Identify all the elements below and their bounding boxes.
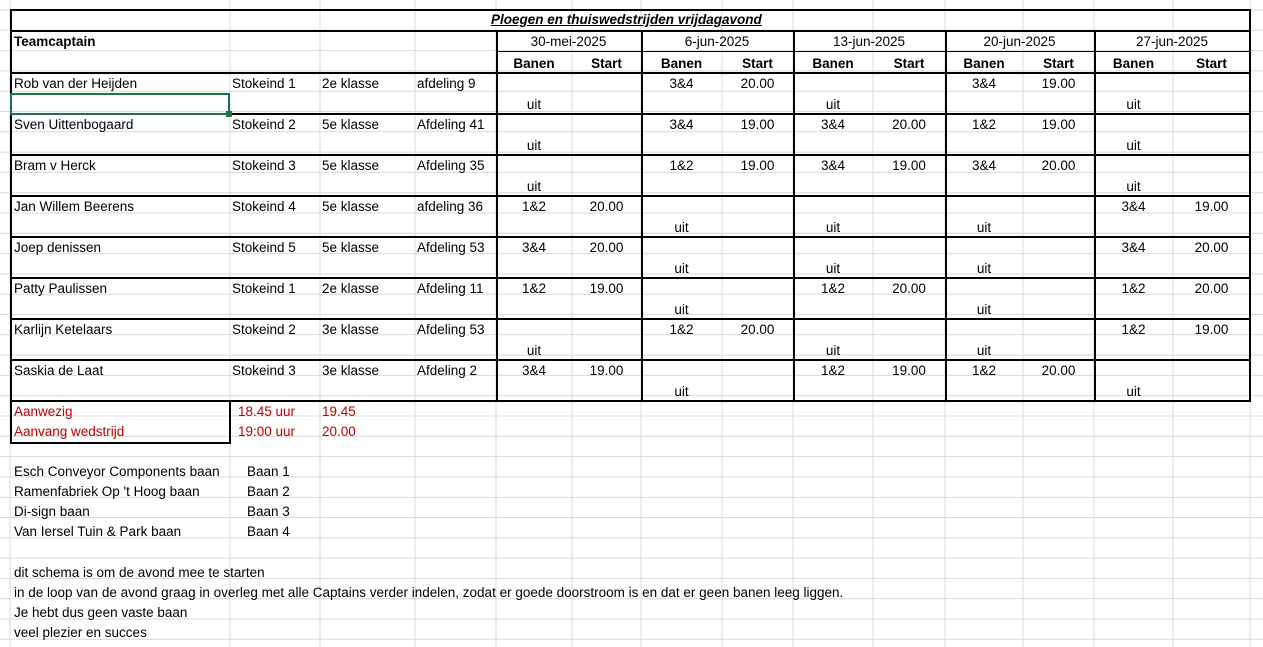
aanvang-label: Aanvang wedstrijd [14, 424, 125, 439]
start-value: 19.00 [1041, 117, 1076, 132]
banen-value: 1&2 [521, 199, 547, 214]
uit-marker: uit [825, 220, 841, 235]
aanwezig-value2: 19.45 [322, 404, 356, 419]
start-value: 19.00 [892, 363, 926, 378]
banen-header: Banen [963, 56, 1005, 71]
team-afdeling: Afdeling 41 [417, 117, 485, 132]
start-value: 20.00 [740, 322, 775, 337]
border-line [10, 9, 12, 401]
start-header: Start [1043, 56, 1074, 71]
team-klasse: 2e klasse [322, 281, 380, 296]
team-afdeling: Afdeling 2 [417, 363, 478, 378]
note-line: in de loop van de avond graag in overleg met alle Captains verder indelen, zodat er goede doorstroom is en dat er geen banen leeg liggen. [14, 585, 844, 600]
banen-header: Banen [812, 56, 854, 71]
baan-number: Baan 4 [247, 524, 290, 539]
start-value: 20.00 [892, 281, 926, 296]
uit-marker: uit [825, 343, 841, 358]
banen-value: 1&2 [669, 322, 694, 337]
team-name: Stokeind 1 [232, 76, 296, 91]
baan-sponsor: Van Iersel Tuin & Park baan [14, 524, 182, 539]
start-header: Start [591, 56, 622, 71]
border-line [10, 442, 231, 444]
team-captain-name: Joep denissen [14, 240, 102, 255]
banen-value: 3&4 [521, 363, 547, 378]
start-value: 19.00 [1194, 199, 1229, 214]
uit-marker: uit [674, 261, 689, 276]
uit-marker: uit [1126, 138, 1141, 153]
border-line [10, 401, 12, 443]
banen-value: 3&4 [820, 158, 846, 173]
date-header: 27-jun-2025 [1135, 34, 1209, 49]
start-header: Start [1196, 56, 1227, 71]
border-line [10, 400, 1251, 402]
uit-marker: uit [526, 138, 542, 153]
banen-value: 1&2 [971, 117, 997, 132]
start-header: Start [742, 56, 773, 71]
banen-value: 3&4 [971, 158, 997, 173]
team-captain-name: Saskia de Laat [14, 363, 104, 378]
start-value: 20.00 [1194, 240, 1229, 255]
start-value: 19.00 [740, 158, 775, 173]
team-klasse: 2e klasse [322, 76, 380, 91]
uit-marker: uit [976, 343, 992, 358]
banen-value: 3&4 [669, 117, 694, 132]
team-name: Stokeind 5 [232, 240, 296, 255]
banen-header: Banen [660, 56, 703, 71]
start-header: Start [893, 56, 925, 71]
start-value: 20.00 [892, 117, 926, 132]
start-value: 19.00 [589, 363, 624, 378]
baan-sponsor: Esch Conveyor Components baan [14, 464, 220, 479]
uit-marker: uit [825, 97, 841, 112]
start-value: 19.00 [1041, 76, 1076, 91]
uit-marker: uit [526, 179, 542, 194]
start-value: 19.00 [740, 117, 775, 132]
team-afdeling: Afdeling 11 [417, 281, 484, 296]
baan-number: Baan 1 [247, 464, 290, 479]
team-afdeling: Afdeling 53 [417, 240, 485, 255]
banen-value: 1&2 [669, 158, 694, 173]
team-captain-name: Bram v Herck [14, 158, 96, 173]
note-line: veel plezier en succes [14, 625, 147, 640]
team-name: Stokeind 4 [232, 199, 296, 214]
team-name: Stokeind 3 [232, 363, 296, 378]
team-afdeling: Afdeling 35 [417, 158, 485, 173]
uit-marker: uit [1126, 97, 1141, 112]
team-name: Stokeind 2 [232, 322, 296, 337]
page-title: Ploegen en thuiswedstrijden vrijdagavond [491, 12, 762, 27]
start-value: 20.00 [1194, 281, 1229, 296]
team-afdeling: Afdeling 53 [417, 322, 485, 337]
team-klasse: 5e klasse [322, 158, 380, 173]
uit-marker: uit [976, 302, 992, 317]
uit-marker: uit [1126, 179, 1141, 194]
start-value: 20.00 [1041, 363, 1076, 378]
banen-value: 1&2 [1121, 322, 1146, 337]
date-header: 20-jun-2025 [983, 34, 1056, 49]
start-value: 20.00 [1041, 158, 1076, 173]
uit-marker: uit [526, 97, 542, 112]
team-klasse: 3e klasse [322, 322, 380, 337]
team-name: Stokeind 2 [232, 117, 296, 132]
baan-number: Baan 3 [247, 504, 290, 519]
team-klasse: 5e klasse [322, 117, 380, 132]
team-captain-name: Patty Paulissen [14, 281, 108, 296]
team-afdeling: afdeling 36 [417, 199, 484, 214]
banen-value: 3&4 [521, 240, 547, 255]
aanvang-value: 19:00 uur [238, 424, 296, 439]
banen-value: 1&2 [521, 281, 547, 296]
start-value: 19.00 [1194, 322, 1229, 337]
selected-cell[interactable] [10, 93, 230, 115]
team-captain-name: Karlijn Ketelaars [14, 322, 113, 337]
uit-marker: uit [976, 261, 992, 276]
note-line: Je hebt dus geen vaste baan [14, 605, 188, 620]
banen-header: Banen [513, 56, 555, 71]
team-captain-name: Jan Willem Beerens [14, 199, 135, 214]
start-value: 20.00 [740, 76, 775, 91]
aanwezig-value: 18.45 uur [238, 404, 296, 419]
uit-marker: uit [1126, 384, 1141, 399]
banen-value: 1&2 [1121, 281, 1146, 296]
banen-value: 1&2 [820, 363, 846, 378]
banen-value: 3&4 [1121, 240, 1146, 255]
baan-sponsor: Ramenfabriek Op 't Hoog baan [14, 484, 200, 499]
uit-marker: uit [825, 261, 841, 276]
start-value: 19.00 [589, 281, 624, 296]
uit-marker: uit [674, 302, 689, 317]
team-afdeling: afdeling 9 [417, 76, 476, 91]
banen-value: 3&4 [669, 76, 694, 91]
banen-value: 1&2 [971, 363, 997, 378]
team-klasse: 5e klasse [322, 240, 380, 255]
baan-sponsor: Di-sign baan [14, 504, 90, 519]
team-name: Stokeind 3 [232, 158, 296, 173]
border-line [229, 401, 231, 443]
date-header: 13-jun-2025 [832, 34, 906, 49]
teamcaptain-header: Teamcaptain [14, 34, 96, 49]
note-line: dit schema is om de avond mee te starten [14, 565, 265, 580]
banen-value: 3&4 [1121, 199, 1146, 214]
team-klasse: 3e klasse [322, 363, 380, 378]
banen-header: Banen [1112, 56, 1155, 71]
team-captain-name: Rob van der Heijden [14, 76, 138, 91]
banen-value: 1&2 [820, 281, 846, 296]
uit-marker: uit [976, 220, 992, 235]
team-klasse: 5e klasse [322, 199, 380, 214]
uit-marker: uit [674, 384, 689, 399]
start-value: 20.00 [589, 199, 624, 214]
date-header: 30-mei-2025 [530, 34, 607, 49]
banen-value: 3&4 [820, 117, 846, 132]
team-captain-name: Sven Uittenbogaard [14, 117, 134, 132]
uit-marker: uit [526, 343, 542, 358]
uit-marker: uit [674, 220, 689, 235]
team-name: Stokeind 1 [232, 281, 296, 296]
baan-number: Baan 2 [247, 484, 290, 499]
aanwezig-label: Aanwezig [14, 404, 73, 419]
start-value: 19.00 [892, 158, 926, 173]
banen-value: 3&4 [971, 76, 997, 91]
start-value: 20.00 [589, 240, 624, 255]
aanvang-value2: 20.00 [322, 424, 356, 439]
border-line [10, 318, 1251, 320]
date-header: 6-jun-2025 [684, 34, 750, 49]
